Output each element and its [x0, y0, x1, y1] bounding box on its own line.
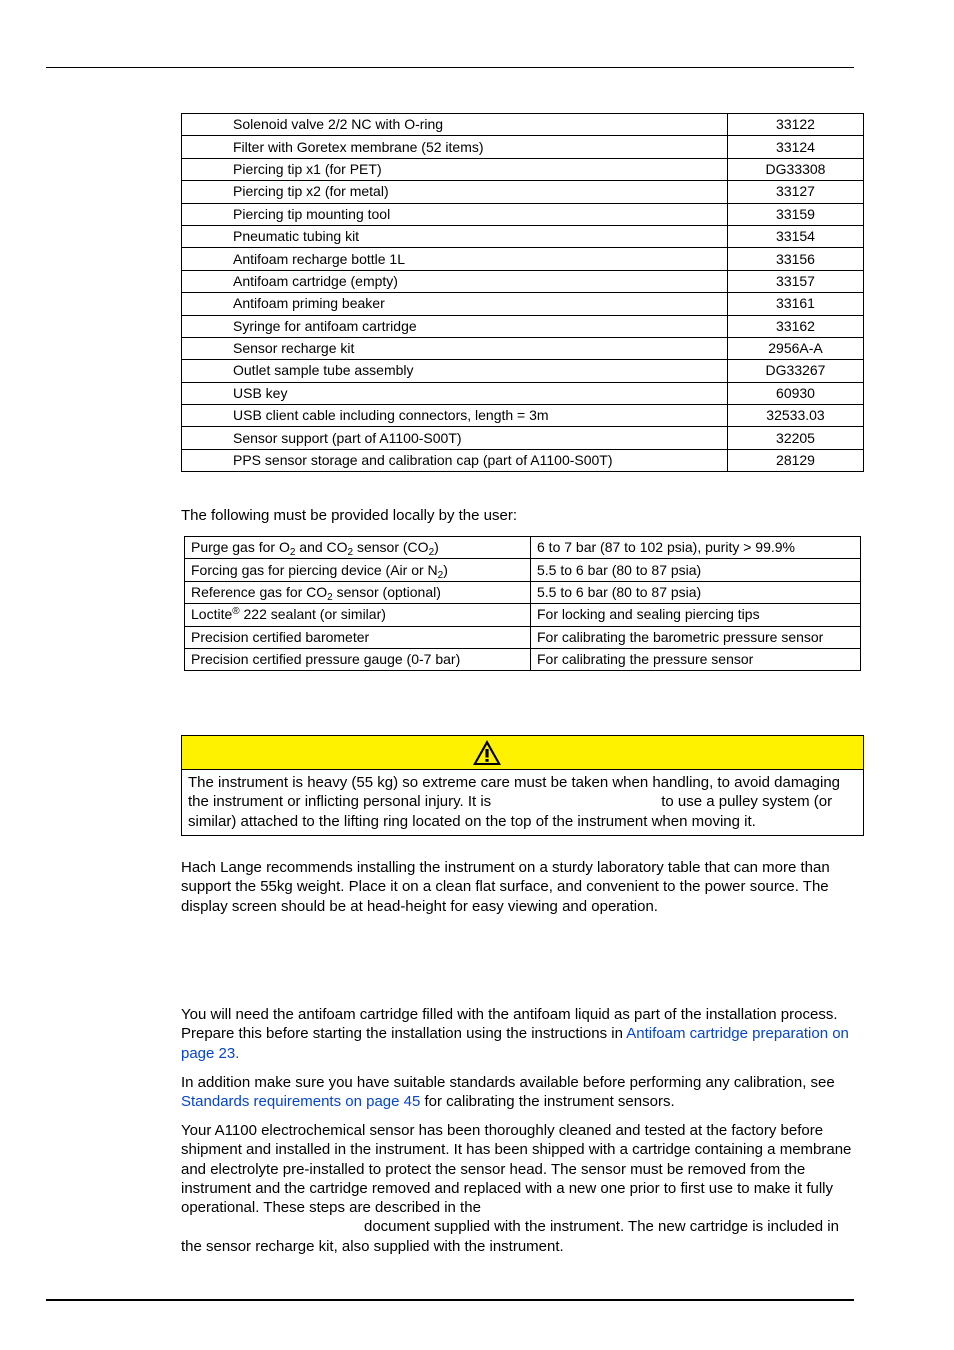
warning-header	[182, 736, 863, 770]
user-item-cell: Forcing gas for piercing device (Air or $N_2$)	[185, 559, 531, 581]
part-name-cell: Antifoam recharge bottle 1L	[182, 248, 728, 270]
table-row	[185, 648, 861, 670]
warning-box	[181, 735, 864, 836]
table-row	[182, 136, 864, 158]
part-number-cell: 32205	[728, 427, 864, 449]
sensor-paragraph: Your A1100 electrochemical sensor has been thoroughly cleaned and tested at the factory before shipment and installed in the instrument. It has been shipped with a cartridge containing a membrane and electrolyte pre-installed to protect the sensor head. The sensor must be removed from the instrument and the cartridge removed and replaced with a new one prior to first use to make it fully operational. These steps are described in the document supplied with the instrument. The new cartridge is included in the sensor recharge kit, also supplied with the instrument.	[181, 1122, 852, 1255]
table-row	[182, 225, 864, 247]
part-number-cell: 33157	[728, 270, 864, 292]
standards-paragraph: In addition make sure you have suitable standards available before performing any calibration, see Standards requirements on page 45 for calibrating the instrument sensors.	[181, 1074, 835, 1111]
user-items-intro: The following must be provided locally by the user:	[181, 507, 518, 524]
part-number-cell: 28129	[728, 449, 864, 471]
part-name-cell: Filter with Goretex membrane (52 items)	[182, 136, 728, 158]
part-name-cell: Antifoam priming beaker	[182, 293, 728, 315]
footer-rule	[46, 1299, 854, 1301]
table-row	[182, 181, 864, 203]
user-item-spec: For calibrating the pressure sensor	[531, 648, 861, 670]
parts-table	[181, 113, 864, 472]
user-item-cell: Precision certified pressure gauge (0-7 bar)	[185, 648, 531, 670]
user-items-table	[184, 536, 861, 671]
table-row	[182, 158, 864, 180]
table-placement-paragraph: Hach Lange recommends installing the instrument on a sturdy laboratory table that can more than support the 55kg weight. Place it on a clean flat surface, and convenient to the power source. The display screen should be at head-height for easy viewing and operation.	[181, 859, 830, 915]
part-name-cell: USB client cable including connectors, length = 3m	[182, 405, 728, 427]
standards-requirements-link[interactable]: Standards requirements on page 45	[181, 1093, 421, 1111]
table-row	[182, 382, 864, 404]
part-number-cell: 33127	[728, 181, 864, 203]
table-row	[182, 405, 864, 427]
table-row	[182, 270, 864, 292]
part-number-cell: 33154	[728, 225, 864, 247]
table-row	[182, 203, 864, 225]
user-item-cell: Reference gas for $CO_2$ sensor (optional)	[185, 581, 531, 603]
part-number-cell: 33159	[728, 203, 864, 225]
table-row	[182, 114, 864, 136]
user-item-spec: 6 to 7 bar (87 to 102 psia), purity > 99.9%	[531, 537, 861, 559]
user-item-spec: 5.5 to 6 bar (80 to 87 psia)	[531, 581, 861, 603]
part-number-cell: DG33267	[728, 360, 864, 382]
part-number-cell: 33162	[728, 315, 864, 337]
part-name-cell: Outlet sample tube assembly	[182, 360, 728, 382]
antifoam-preparation-link[interactable]: Antifoam cartridge preparation on page 23.	[181, 1025, 849, 1062]
user-item-spec: For calibrating the barometric pressure sensor	[531, 626, 861, 648]
part-number-cell: 33161	[728, 293, 864, 315]
part-number-cell: 60930	[728, 382, 864, 404]
header-rule	[46, 67, 854, 68]
table-row	[185, 581, 861, 603]
part-name-cell: Antifoam cartridge (empty)	[182, 270, 728, 292]
part-name-cell: Solenoid valve 2/2 NC with O-ring	[182, 114, 728, 136]
table-row	[185, 626, 861, 648]
table-row	[182, 360, 864, 382]
part-name-cell: USB key	[182, 382, 728, 404]
part-name-cell: Pneumatic tubing kit	[182, 225, 728, 247]
warning-text: The instrument is heavy (55 kg) so extreme care must be taken when handling, to avoid damaging the instrument or inflicting personal injury. It is to use a pulley system (or similar) attached to the lifting ring located on the top of the instrument when moving it.	[188, 774, 841, 830]
antifoam-paragraph: You will need the antifoam cartridge filled with the antifoam liquid as part of the installation process. Prepare this before starting the installation using the instructions in Antifoam cartridge preparation on page 23.	[181, 1006, 849, 1062]
user-item-cell: Loctite® 222 sealant (or similar)	[185, 604, 531, 626]
warning-triangle-icon	[472, 739, 502, 766]
user-item-spec: 5.5 to 6 bar (80 to 87 psia)	[531, 559, 861, 581]
user-item-spec: For locking and sealing piercing tips	[531, 604, 861, 626]
part-number-cell: 33122	[728, 114, 864, 136]
table-row	[182, 449, 864, 471]
part-name-cell: PPS sensor storage and calibration cap (part of A1100-S00T)	[182, 449, 728, 471]
part-name-cell: Piercing tip x1 (for PET)	[182, 158, 728, 180]
part-name-cell: Sensor support (part of A1100-S00T)	[182, 427, 728, 449]
table-row	[185, 604, 861, 626]
part-number-cell: 33124	[728, 136, 864, 158]
part-number-cell: 32533.03	[728, 405, 864, 427]
part-number-cell: 33156	[728, 248, 864, 270]
user-item-cell: Purge gas for $O_2$ and $CO_2$ sensor $(CO_2)$	[185, 537, 531, 559]
table-row	[182, 315, 864, 337]
part-number-cell: 2956A-A	[728, 337, 864, 359]
table-row	[182, 337, 864, 359]
part-name-cell: Piercing tip x2 (for metal)	[182, 181, 728, 203]
part-number-cell: DG33308	[728, 158, 864, 180]
table-row	[185, 559, 861, 581]
table-row	[182, 248, 864, 270]
part-name-cell: Piercing tip mounting tool	[182, 203, 728, 225]
table-row	[182, 293, 864, 315]
user-item-cell: Precision certified barometer	[185, 626, 531, 648]
table-row	[185, 537, 861, 559]
table-row	[182, 427, 864, 449]
part-name-cell: Sensor recharge kit	[182, 337, 728, 359]
part-name-cell: Syringe for antifoam cartridge	[182, 315, 728, 337]
